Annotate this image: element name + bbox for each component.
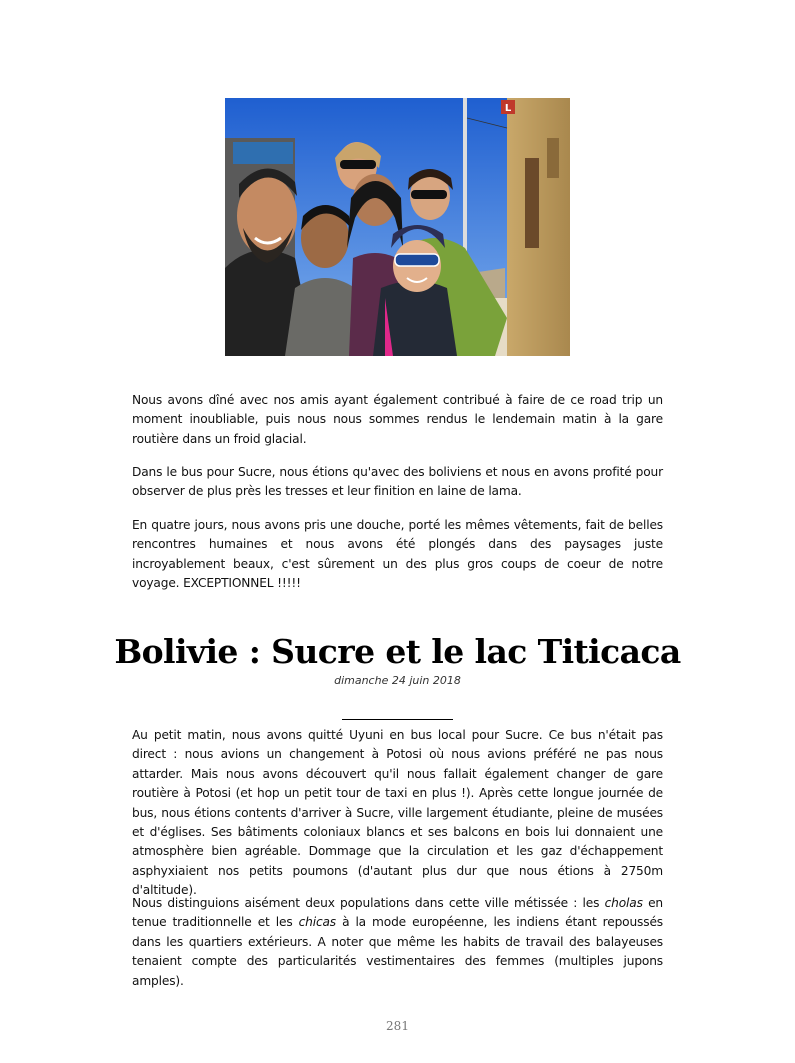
article-date: dimanche 24 juin 2018: [334, 674, 461, 687]
paragraph-summary: En quatre jours, nous avons pris une douche, porté les mêmes vêtements, fait de belles rencontres humaines et nous avons été plongés dans des paysages juste incroyablement beaux, c'est sûrement un des plus gros coups de coeur de notre voyage. EXCEPTIONNEL !!!!!: [132, 518, 663, 591]
shop-sign-letter: L: [504, 103, 512, 114]
title-divider: [342, 719, 453, 720]
paragraph-populations-part-2: en tenue traditionnelle et les: [132, 896, 663, 930]
paragraph-bus: Dans le bus pour Sucre, nous étions qu'avec des boliviens et nous en avons profité pour observer de plus près les tresses et leur finition en laine de lama.: [132, 465, 663, 499]
paragraph-populations: [132, 894, 663, 991]
paragraph-populations-part-1: Nous distinguions aisément deux populations dans cette ville métissée : les: [132, 896, 605, 910]
term-cholas: cholas: [604, 896, 643, 910]
group-selfie-photo: [225, 98, 570, 356]
article-title: Bolivie : Sucre et le lac Titicaca: [114, 632, 681, 671]
term-chicas: chicas: [298, 915, 337, 930]
paragraph-sucre-arrival: Au petit matin, nous avons quitté Uyuni en bus local pour Sucre. Ce bus n'était pas direct : nous avions un changement à Potosi où nous avions préféré ne pas nous attarder. Mais nous avons découvert qu'il nous fallait également changer de gare routière à Potosi (et hop un petit tour de taxi en plus !). Après cette longue journée de bus, nous étions contents d'arriver à Sucre, ville largement étudiante, pleine de musées et d'églises. Ses bâtiments coloniaux blancs et ses balcons en bois lui donnaient une atmosphère bien agréable. Dommage que la circulation et les gaz d'échappement asphyxiaient nos petits poumons (d'autant plus dur que nous étions à 2750m d'altitude).: [132, 728, 663, 898]
page-number: 281: [386, 1019, 409, 1033]
paragraph-dinner: Nous avons dîné avec nos amis ayant également contribué à faire de ce road trip un moment inoubliable, puis nous nous sommes rendus le lendemain matin à la gare routière dans un froid glacial.: [132, 393, 663, 446]
paragraph-populations-part-3: à la mode européenne, les indiens étant repoussés dans les quartiers extérieurs. A noter que même les habits de travail des balayeuses tenaient compte des particularités vestimentaires des femmes (multiples jupons amples).: [132, 915, 663, 988]
